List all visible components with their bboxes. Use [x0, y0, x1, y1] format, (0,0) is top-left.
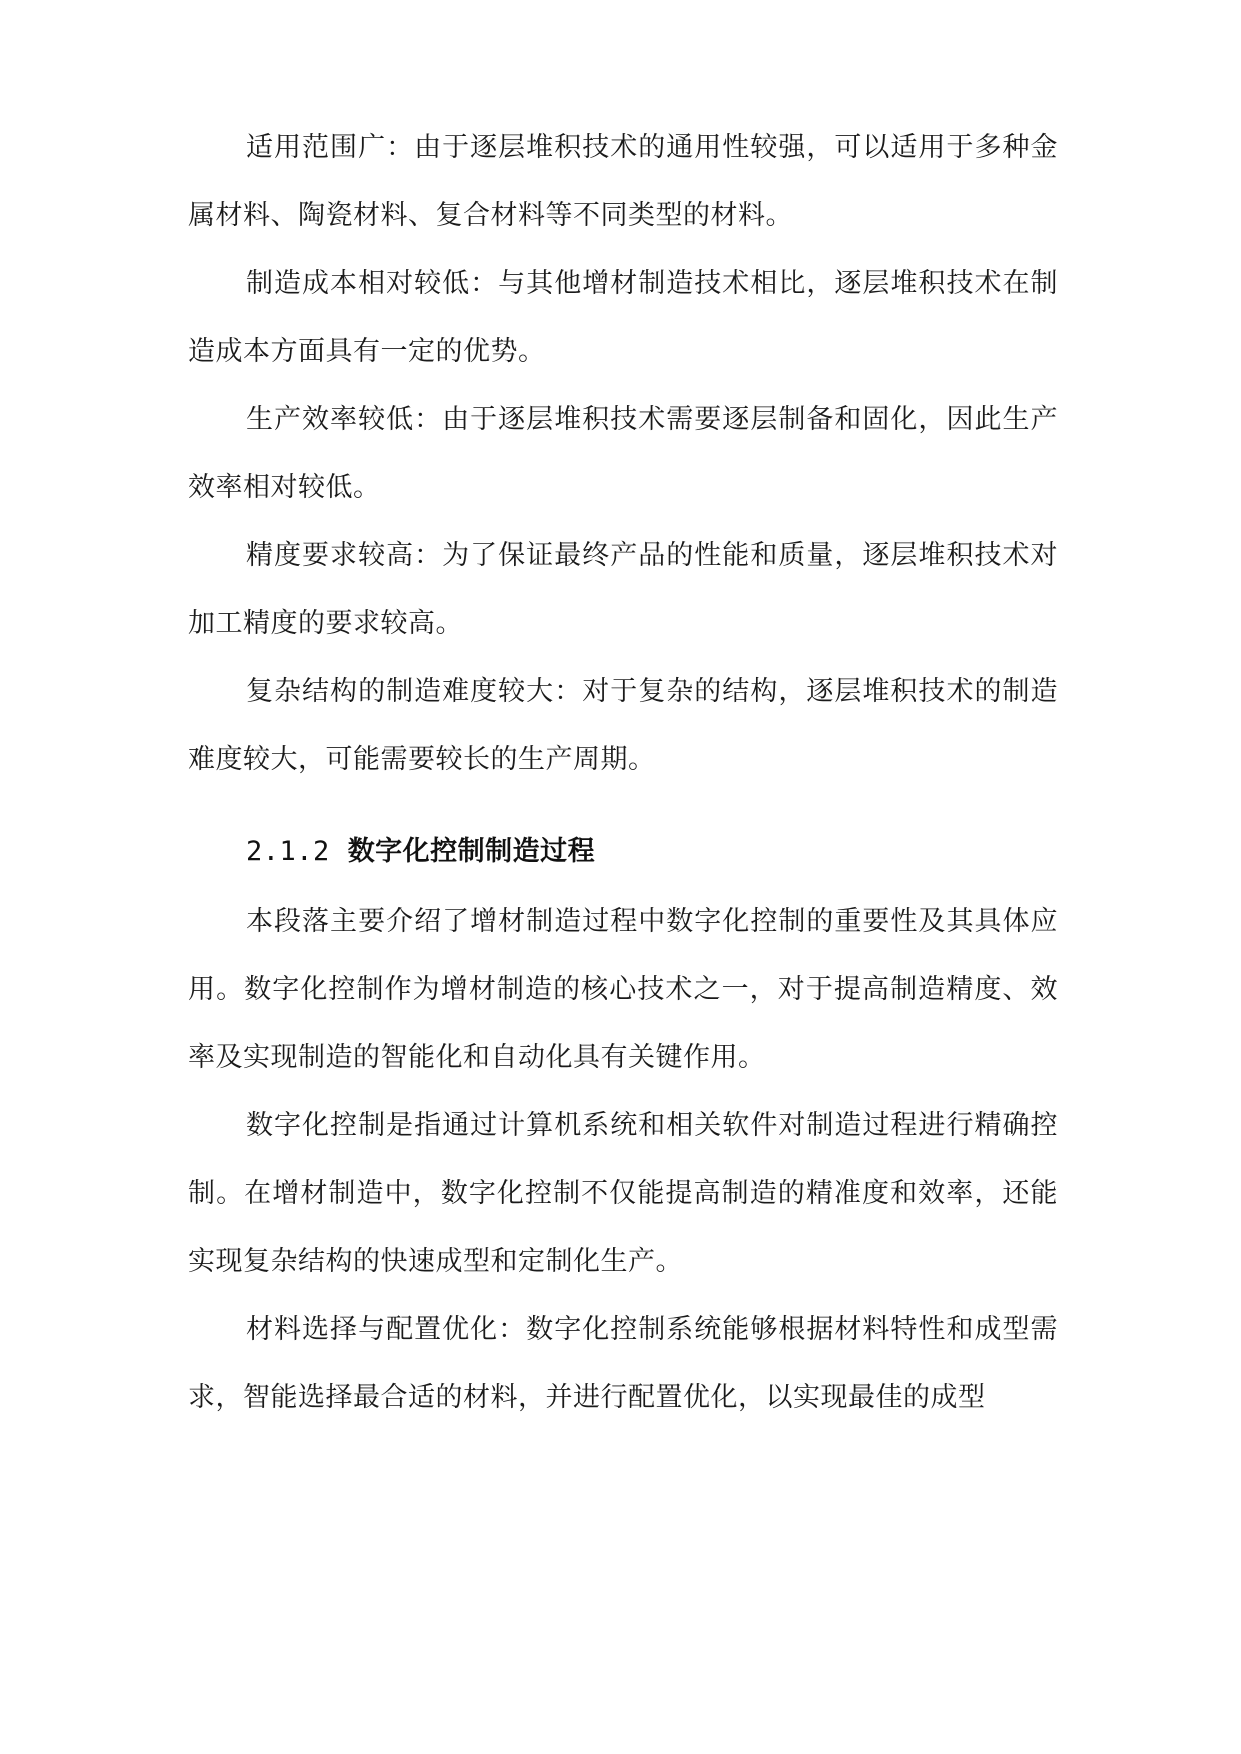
paragraph-efficiency: 生产效率较低：由于逐层堆积技术需要逐层制备和固化，因此生产效率相对较低。 [188, 404, 1058, 503]
paragraph-intro: 本段落主要介绍了增材制造过程中数字化控制的重要性及其具体应用。数字化控制作为增材制造的核心技术之一，对于提高制造精度、效率及实现制造的智能化和自动化具有关键作用。 [188, 906, 1058, 1073]
paragraph-complexity: 复杂结构的制造难度较大：对于复杂的结构，逐层堆积技术的制造难度较大，可能需要较长的生产周期。 [188, 676, 1058, 775]
paragraph-definition: 数字化控制是指通过计算机系统和相关软件对制造过程进行精确控制。在增材制造中，数字化控制不仅能提高制造的精准度和效率，还能实现复杂结构的快速成型和定制化生产。 [188, 1110, 1058, 1277]
section-title: 数字化控制制造过程 [347, 836, 596, 867]
paragraph-cost: 制造成本相对较低：与其他增材制造技术相比，逐层堆积技术在制造成本方面具有一定的优势。 [188, 268, 1058, 367]
paragraph-material-selection: 材料选择与配置优化：数字化控制系统能够根据材料特性和成型需求，智能选择最合适的材料，并进行配置优化，以实现最佳的成型 [188, 1314, 1058, 1413]
section-number: 2.1.2 [246, 836, 330, 867]
paragraph-scope: 适用范围广：由于逐层堆积技术的通用性较强，可以适用于多种金属材料、陶瓷材料、复合材料等不同类型的材料。 [188, 132, 1058, 231]
section-heading [246, 832, 595, 872]
paragraph-precision: 精度要求较高：为了保证最终产品的性能和质量，逐层堆积技术对加工精度的要求较高。 [188, 540, 1058, 639]
